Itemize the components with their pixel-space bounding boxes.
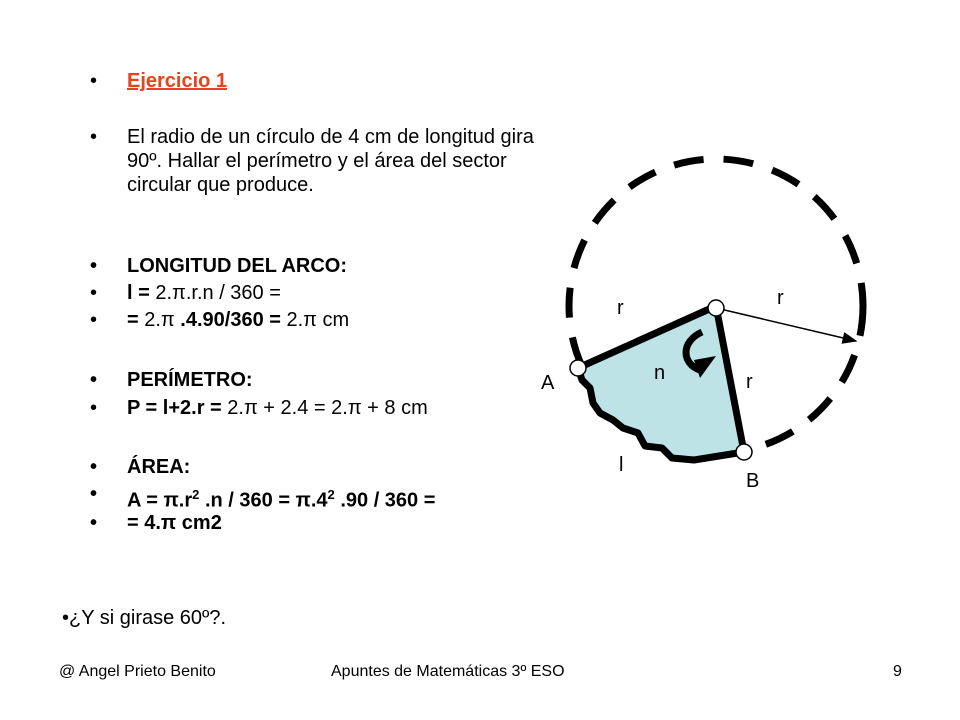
arc-result-part-1: = bbox=[127, 309, 145, 331]
center-point bbox=[708, 300, 724, 316]
label-r-side: r bbox=[746, 371, 753, 393]
footer-author: @ Angel Prieto Benito bbox=[59, 663, 216, 680]
arc-length-formula-bold: l = bbox=[127, 282, 156, 304]
area-result: • = 4.π cm2 bbox=[127, 512, 222, 535]
label-b: B bbox=[746, 470, 760, 492]
area-formula-part-2: .n / 360 = π.4 bbox=[199, 489, 328, 512]
footer-page-number: 9 bbox=[893, 663, 902, 680]
area-formula-part-3: .90 / 360 = bbox=[334, 489, 436, 512]
follow-up-question: •¿Y si girase 60º?. bbox=[62, 607, 227, 629]
exercise-title-link[interactable]: Ejercicio 1 bbox=[127, 70, 228, 92]
point-b bbox=[736, 444, 752, 460]
arc-length-heading: • LONGITUD DEL ARCO: bbox=[127, 255, 347, 278]
perimeter-formula-bold: P = l+2.r = bbox=[127, 397, 228, 419]
footer-course: Apuntes de Matemáticas 3º ESO bbox=[331, 663, 565, 680]
problem-statement: • El radio de un círculo de 4 cm de longitud gira 90º. Hallar el perímetro y el área del sector circular que produce. bbox=[127, 125, 547, 197]
radius-arrow bbox=[716, 308, 856, 341]
label-r-right: r bbox=[777, 287, 784, 309]
point-a bbox=[570, 360, 586, 376]
area-formula-exponent-2: 2 bbox=[327, 487, 335, 502]
arc-length-formula-rest: 2.π.r.n / 360 = bbox=[155, 282, 281, 304]
area-formula-part-1: A = π.r bbox=[127, 489, 193, 512]
perimeter-heading: • PERÍMETRO: bbox=[127, 369, 253, 392]
follow-up-question-text: ¿Y si girase 60º?. bbox=[69, 607, 227, 629]
label-r-left: r bbox=[617, 297, 624, 319]
area-heading: • ÁREA: bbox=[127, 456, 190, 479]
arc-result-part-3: .4.90/360 = bbox=[180, 309, 287, 331]
arc-result-part-4: 2.π cm bbox=[286, 309, 350, 331]
perimeter-formula-rest: 2.π + 2.4 = 2.π + 8 cm bbox=[227, 397, 428, 419]
label-n: n bbox=[654, 362, 666, 384]
label-a: A bbox=[541, 372, 555, 394]
area-formula-exponent-1: 2 bbox=[192, 487, 200, 502]
arc-result-part-2: 2.π bbox=[144, 309, 181, 331]
label-l: l bbox=[619, 454, 624, 476]
